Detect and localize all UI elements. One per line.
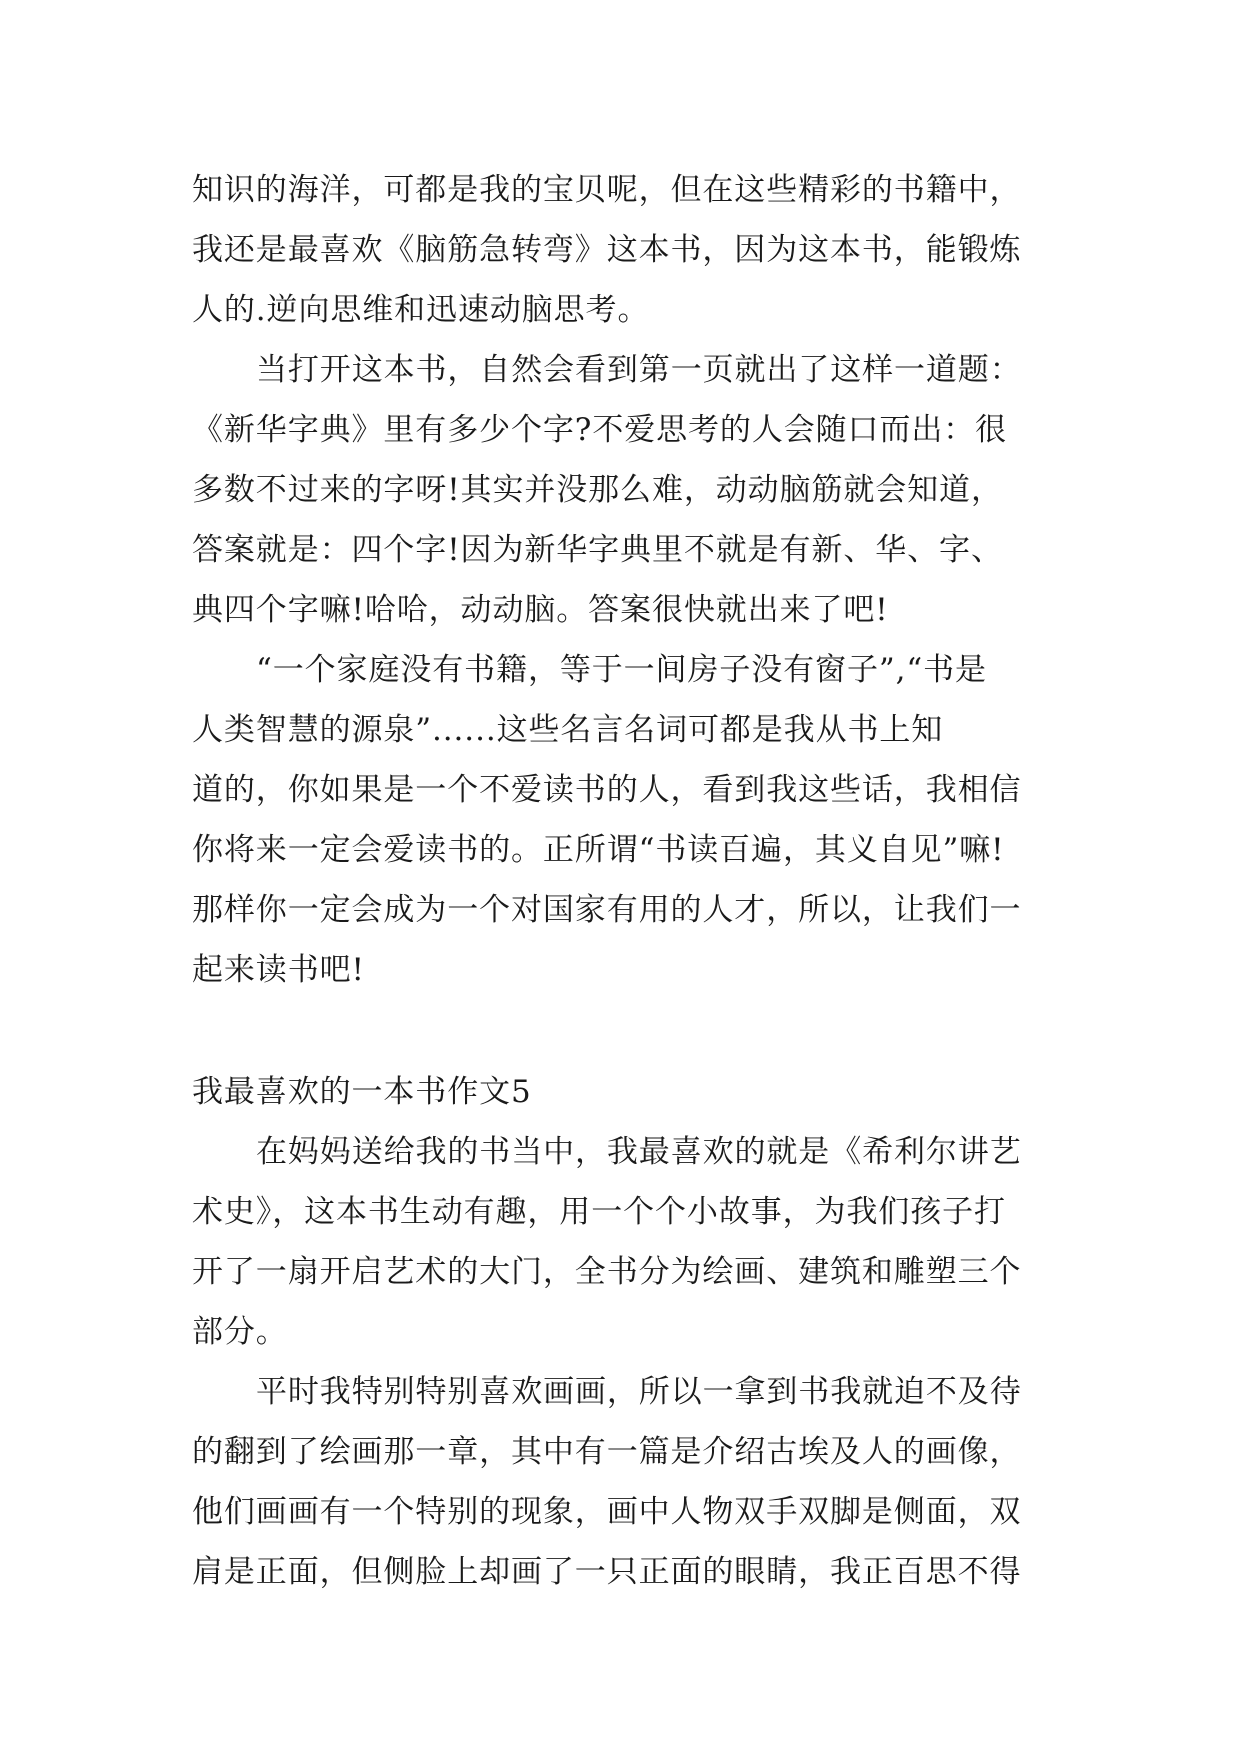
text-line: 知识的海洋，可都是我的宝贝呢，但在这些精彩的书籍中， — [192, 172, 1022, 208]
text-line: 我还是最喜欢《脑筋急转弯》这本书，因为这本书，能锻炼 — [192, 232, 1022, 268]
text-line: 在妈妈送给我的书当中，我最喜欢的就是《希利尔讲艺 — [256, 1134, 1022, 1170]
text-line: 你将来一定会爱读书的。正所谓“书读百遍，其义自见”嘛! — [192, 832, 1005, 868]
text-line: 道的，你如果是一个不爱读书的人，看到我这些话，我相信 — [192, 772, 1022, 808]
text-line: 开了一扇开启艺术的大门，全书分为绘画、建筑和雕塑三个 — [192, 1254, 1022, 1290]
text-line: 那样你一定会成为一个对国家有用的人才，所以，让我们一 — [192, 892, 1022, 928]
text-line: 的翻到了绘画那一章，其中有一篇是介绍古埃及人的画像， — [192, 1434, 1022, 1470]
document-page — [192, 160, 1058, 1602]
text-line: 人类智慧的源泉”......这些名言名词可都是我从书上知 — [192, 712, 944, 748]
text-line: 肩是正面，但侧脸上却画了一只正面的眼睛，我正百思不得 — [192, 1554, 1022, 1590]
section-gap — [192, 1000, 1058, 1062]
paragraph — [192, 1362, 1058, 1602]
text-line: 人的.逆向思维和迅速动脑思考。 — [192, 292, 650, 328]
text-line: 当打开这本书，自然会看到第一页就出了这样一道题： — [256, 352, 1022, 388]
text-line: 他们画画有一个特别的现象，画中人物双手双脚是侧面，双 — [192, 1494, 1022, 1530]
paragraph — [192, 160, 1058, 340]
text-line: “一个家庭没有书籍，等于一间房子没有窗子”,“书是 — [256, 652, 987, 688]
paragraph — [192, 340, 1058, 640]
text-line: 平时我特别特别喜欢画画，所以一拿到书我就迫不及待 — [256, 1374, 1022, 1410]
text-line: 多数不过来的字呀!其实并没那么难，动动脑筋就会知道， — [192, 472, 1003, 508]
paragraph — [192, 640, 1058, 1000]
text-line: 典四个字嘛!哈哈，动动脑。答案很快就出来了吧! — [192, 592, 889, 628]
text-line: 部分。 — [192, 1314, 288, 1350]
text-line: 术史》，这本书生动有趣，用一个个小故事，为我们孩子打 — [192, 1194, 1006, 1230]
paragraph — [192, 1122, 1058, 1362]
section-heading: 我最喜欢的一本书作文5 — [192, 1074, 532, 1110]
text-line: 《新华字典》里有多少个字?不爱思考的人会随口而出：很 — [192, 412, 1008, 448]
text-line: 答案就是：四个字!因为新华字典里不就是有新、华、字、 — [192, 532, 1003, 568]
text-line: 起来读书吧! — [192, 952, 365, 988]
